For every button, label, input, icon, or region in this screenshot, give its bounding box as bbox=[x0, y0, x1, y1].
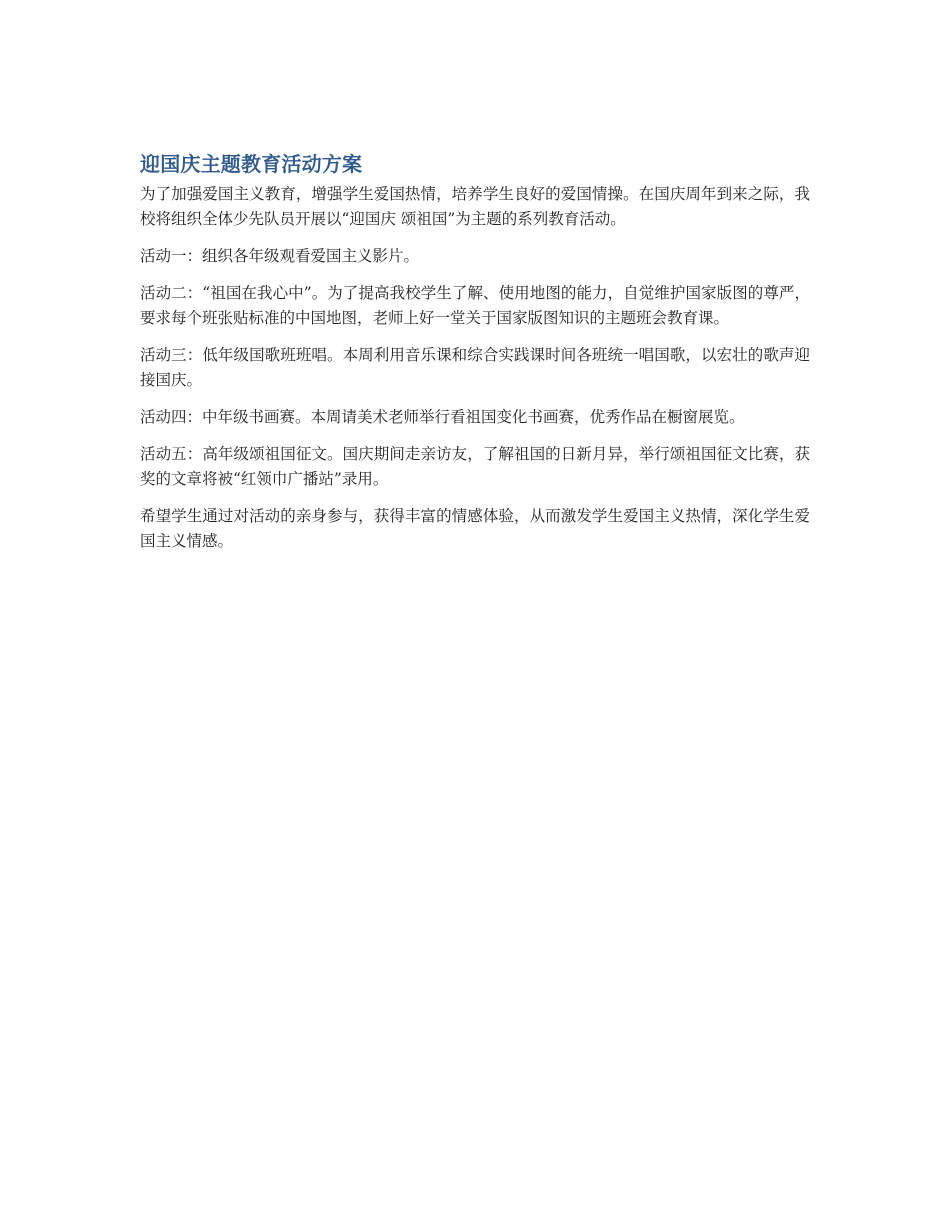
activity-1-paragraph: 活动一：组织各年级观看爱国主义影片。 bbox=[140, 247, 420, 265]
document-body bbox=[140, 150, 810, 566]
activity-2-paragraph: 活动二：“祖国在我心中”。为了提高我校学生了解、使用地图的能力，自觉维护国家版图的尊严，要求每个班张贴标准的中国地图，老师上好一堂关于国家版图知识的主题班会教育课。 bbox=[140, 284, 810, 327]
activity-5-paragraph: 活动五：高年级颂祖国征文。国庆期间走亲访友，了解祖国的日新月异，举行颂祖国征文比赛，获奖的文章将被“红领巾广播站”录用。 bbox=[140, 445, 810, 488]
activity-4-paragraph: 活动四：中年级书画赛。本周请美术老师举行看祖国变化书画赛，优秀作品在橱窗展览。 bbox=[140, 408, 745, 426]
document-title: 迎国庆主题教育活动方案 bbox=[140, 152, 363, 176]
intro-paragraph: 为了加强爱国主义教育，增强学生爱国热情，培养学生良好的爱国情操。在国庆周年到来之际，我校将组织全体少先队员开展以“迎国庆 颂祖国”为主题的系列教育活动。 bbox=[140, 185, 810, 228]
closing-paragraph: 希望学生通过对活动的亲身参与，获得丰富的情感体验，从而激发学生爱国主义热情，深化学生爱国主义情感。 bbox=[140, 507, 810, 550]
activity-3-paragraph: 活动三：低年级国歌班班唱。本周利用音乐课和综合实践课时间各班统一唱国歌，以宏壮的歌声迎接国庆。 bbox=[140, 346, 810, 389]
